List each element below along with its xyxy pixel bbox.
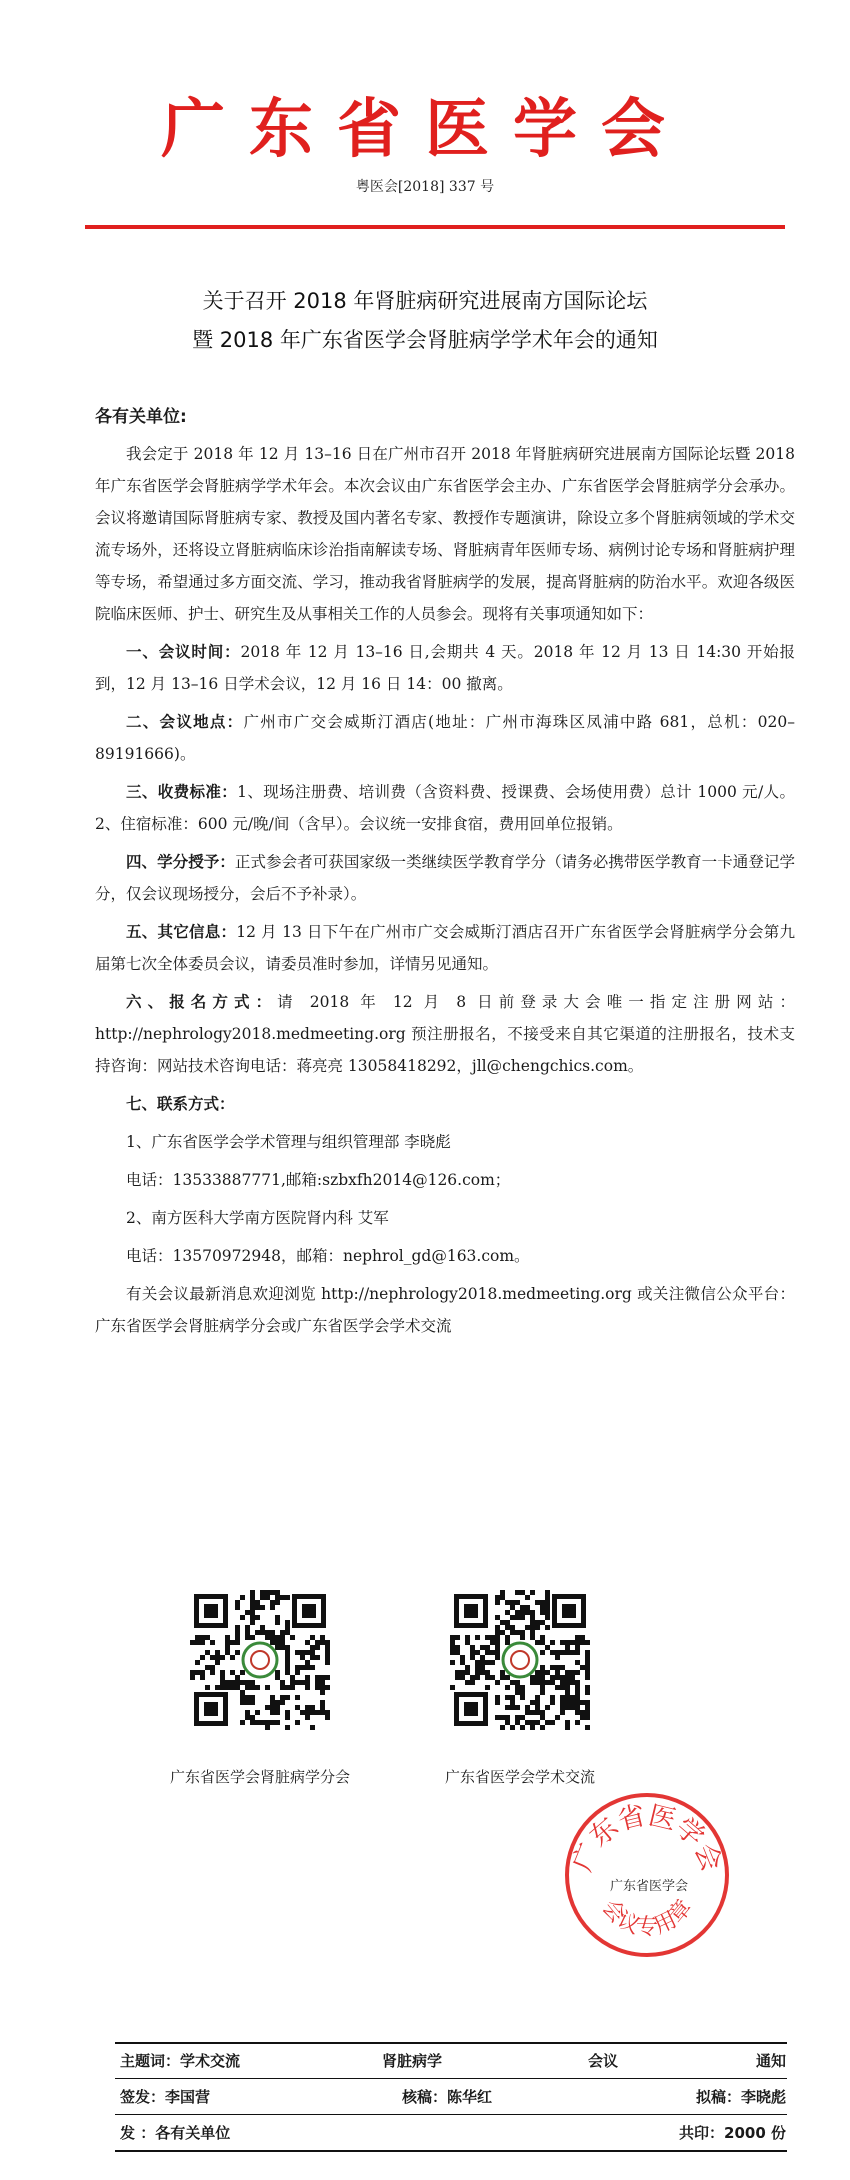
footer-drafter: 拟稿：李晓彪 [695, 2088, 786, 2106]
qr-code-icon [450, 1590, 590, 1730]
item-label: 六、报名方式： [126, 993, 278, 1011]
notice-title-line-1: 关于召开 2018 年肾脏病研究进展南方国际论坛 [202, 289, 648, 313]
item-label: 三、收费标准： [126, 783, 238, 801]
item-text: 正式参会者可获国家级一类继续医学教育学分（请务必携带医学教育一卡通登记学分，仅会议现场授分，会后不予补录）。 [95, 853, 795, 903]
footer-keywords-label: 主题词：学术交流 [120, 2052, 241, 2070]
salutation: 各有关单位: [95, 407, 187, 427]
contact-line: 2、南方医科大学南方医院肾内科 艾军 [126, 1209, 389, 1227]
notice-title-line-2: 暨 2018 年广东省医学会肾脏病学学术年会的通知 [192, 328, 658, 352]
footer-copies: 共印：2000 份 [679, 2124, 786, 2142]
item-text: 12 月 13 日下午在广州市广交会威斯汀酒店召开广东省医学会肾脏病学分会第九届第七次全体委员会议，请委员准时参加，详情另见通知。 [95, 923, 795, 973]
footer-keyword: 会议 [588, 2052, 619, 2070]
document-number: 粤医会[2018] 337 号 [355, 179, 495, 195]
qr-block-academic-exchange [420, 1590, 620, 1787]
contact-line: 电话：13570972948，邮箱：nephrol_gd@163.com。 [126, 1247, 530, 1265]
item-text: 2018 年 12 月 13–16 日,会期共 4 天。2018 年 12 月 13 日 14:30 开始报到，12 月 13–16 日学术会议，12 月 16 日 14：00 撤离。 [95, 643, 795, 693]
footer-rule [115, 2078, 787, 2079]
qr-caption: 广东省医学会肾脏病学分会 [169, 1768, 350, 1786]
qr-caption: 广东省医学会学术交流 [444, 1768, 595, 1786]
footer-keyword: 肾脏病学 [382, 2052, 443, 2070]
footer-reviewer: 核稿：陈华红 [402, 2088, 493, 2106]
seal-bottom-text: 会议专用章 [596, 1895, 698, 1941]
item-time [95, 636, 795, 700]
footer-signer: 签发：李国营 [120, 2088, 211, 2106]
footer-rule-top [115, 2042, 787, 2044]
org-title: 广东省医学会 [161, 93, 689, 167]
footer-keyword: 通知 [755, 2052, 786, 2070]
footer-recipient: 发 ：各有关单位 [120, 2124, 231, 2142]
item-contact-label: 七、联系方式： [126, 1095, 235, 1113]
item-text: 1、现场注册费、培训费（含资料费、授课费、会场使用费）总计 1000 元/人。2、住宿标准：600 元/晚/间（含早）。会议统一安排食宿，费用回单位报销。 [95, 783, 795, 833]
header-red-rule [85, 225, 785, 229]
item-label: 四、学分授予： [126, 853, 235, 871]
footer-rule [115, 2114, 787, 2115]
item-registration [95, 986, 795, 1082]
qr-code-graphic [450, 1590, 590, 1730]
closing-paragraph: 有关会议最新消息欢迎浏览 http://nephrology2018.medmeeting.org 或关注微信公众平台：广东省医学会肾脏病学分会或广东省医学会学术交流 [95, 1285, 795, 1335]
item-label: 五、其它信息： [126, 923, 237, 941]
footer-signoff-row [120, 2086, 786, 2114]
qr-code-icon [190, 1590, 330, 1730]
intro-paragraph: 我会定于 2018 年 12 月 13–16 日在广州市召开 2018 年肾脏病研究进展南方国际论坛暨 2018 年广东省医学会肾脏病学学术年会。本次会议由广东省医学会主办、广东省医学会肾脏病学分会承办。会议将邀请国际肾脏病专家、教授及国内著名专家、教授作专题演讲，除设立多个肾脏病领域的学术交流专场外，还将设立肾脏病临床诊治指南解读专场、肾脏病青年医师专场、病例讨论专场和肾脏病护理等专场，希望通过多方面交流、学习，推动我省肾脏病学的发展，提高肾脏病的防治水平。欢迎各级医院临床医师、护士、研究生及从事相关工作的人员参会。现将有关事项通知如下： [95, 445, 795, 623]
contact-line: 1、广东省医学会学术管理与组织管理部 李晓彪 [126, 1133, 451, 1151]
item-fees [95, 776, 795, 840]
footer-distribution-row [120, 2122, 786, 2150]
seal-top-text: 广东省医学会 [566, 1800, 728, 1876]
contact-line: 电话：13533887771,邮箱:szbxfh2014@126.com； [126, 1171, 511, 1189]
seal-overlap-label: 广东省医学会 [609, 1879, 688, 1894]
item-label: 一、会议时间： [126, 643, 241, 661]
notice-title [0, 282, 850, 360]
item-text: 请 2018 年 12 月 8 日前登录大会唯一指定注册网站：http://nephrology2018.medmeeting.org 预注册报名，不接受来自其它渠道的注册报名，技术支持咨询：网站技术咨询电话：蒋亮亮 13058418292，jll@chengchics.com。 [95, 993, 795, 1075]
item-venue [95, 706, 795, 770]
notice-body [95, 438, 795, 1348]
qr-block-kidney-branch [160, 1590, 360, 1787]
item-credits [95, 846, 795, 910]
qr-code-graphic [190, 1590, 330, 1730]
item-label: 二、会议地点： [126, 713, 244, 731]
item-other-info [95, 916, 795, 980]
footer-keywords-row [120, 2050, 786, 2078]
item-text: 广州市广交会威斯汀酒店(地址：广州市海珠区凤浦中路 681，总机：020–89191666)。 [95, 713, 795, 763]
footer-rule-bottom [115, 2150, 787, 2152]
